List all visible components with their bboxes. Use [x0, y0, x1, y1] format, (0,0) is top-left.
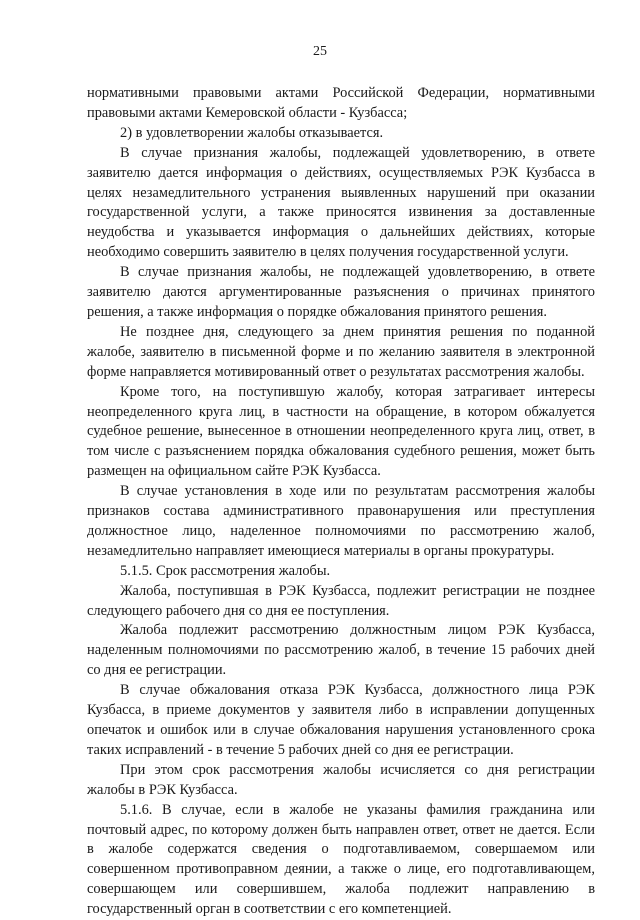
- paragraph: 5.1.6. В случае, если в жалобе не указаны фамилия гражданина или почтовый адрес, по которому должен быть направлен ответ, ответ не дается. Если в жалобе содержатся сведения о подготавливаемом, совершаемом или совершенном противоправном деянии, а также о лице, его подготавливающем, совершающем или совершившем, жалоба подлежит направлению в государственный орган в соответствии с его компетенцией.: [87, 801, 595, 918]
- page-number: 25: [313, 44, 327, 59]
- paragraph: Не позднее дня, следующего за днем принятия решения по поданной жалобе, заявителю в письменной форме и по желанию заявителя в электронной форме направляется мотивированный ответ о результатах рассмотрения жалобы.: [87, 323, 595, 380]
- paragraph: Жалоба, поступившая в РЭК Кузбасса, подлежит регистрации не позднее следующего рабочего дня со дня ее поступления.: [87, 582, 595, 619]
- paragraph: В случае признания жалобы, подлежащей удовлетворению, в ответе заявителю дается информация о действиях, осуществляемых РЭК Кузбасса в целях незамедлительного устранения выявленных нарушений при оказании государственной услуги, а также приносятся извинения за доставленные неудобства и указывается информация о дальнейших действиях, которые необходимо совершить заявителю в целях получения государственной услуги.: [87, 144, 595, 261]
- paragraph: В случае обжалования отказа РЭК Кузбасса, должностного лица РЭК Кузбасса, в приеме документов у заявителя либо в исправлении допущенных опечаток и ошибок или в случае обжалования нарушения установленного срока таких исправлений - в течение 5 рабочих дней со дня ее регистрации.: [87, 682, 595, 758]
- paragraph: 2) в удовлетворении жалобы отказывается.: [120, 124, 384, 141]
- document-body: [87, 84, 595, 920]
- paragraph: нормативными правовыми актами Российской Федерации, нормативными правовыми актами Кемеровской области - Кузбасса;: [87, 85, 595, 121]
- paragraph: При этом срок рассмотрения жалобы исчисляется со дня регистрации жалобы в РЭК Кузбасса.: [87, 761, 595, 798]
- paragraph: В случае признания жалобы, не подлежащей удовлетворению, в ответе заявителю даются аргументированные разъяснения о причинах принятого решения, а также информация о порядке обжалования принятого решения.: [87, 264, 595, 320]
- section-heading: 5.1.5. Срок рассмотрения жалобы.: [120, 562, 331, 579]
- paragraph: В случае установления в ходе или по результатам рассмотрения жалобы признаков состава административного правонарушения или преступления должностное лицо, наделенное полномочиями по рассмотрению жалоб, незамедлительно направляет имеющиеся материалы в органы прокуратуры.: [87, 483, 595, 559]
- paragraph: Жалоба подлежит рассмотрению должностным лицом РЭК Кузбасса, наделенным полномочиями по рассмотрению жалоб, в течение 15 рабочих дней со дня ее регистрации.: [87, 622, 595, 679]
- paragraph: Кроме того, на поступившую жалобу, которая затрагивает интересы неопределенного круга лиц, в частности на обращение, в котором обжалуется судебное решение, вынесенное в отношении неопределенного круга лиц, ответ, в том числе с разъяснением порядка обжалования судебного решения, может быть размещен на официальном сайте РЭК Кузбасса.: [87, 383, 595, 480]
